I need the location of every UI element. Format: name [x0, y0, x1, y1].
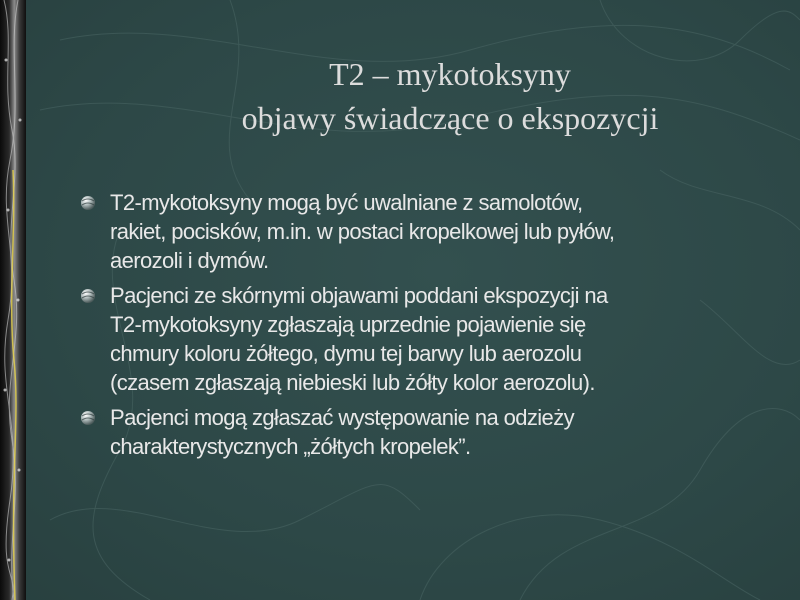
strip-pattern-icon: [0, 0, 26, 600]
bullet-3-line-1: Pacjenci mogą zgłaszać występowanie na odzieży: [110, 405, 574, 430]
title-line-1: T2 – mykotoksyny: [329, 56, 571, 92]
bullet-sphere-icon: [80, 410, 96, 426]
bullet-2-line-1: Pacjenci ze skórnymi objawami poddani ekspozycji na: [110, 283, 608, 308]
bullet-1-line-1: T2-mykotoksyny mogą być uwalniane z samolotów,: [110, 190, 583, 215]
title-line-2: objawy świadczące o ekspozycji: [241, 100, 659, 136]
bullet-list: [78, 188, 778, 467]
left-decorative-strip: [0, 0, 26, 600]
slide-title: [100, 52, 800, 140]
bullet-item-3: [78, 403, 778, 461]
bullet-3-line-2: charakterystycznych „żółtych kropelek”.: [110, 434, 471, 459]
bullet-sphere-icon: [80, 195, 96, 211]
bullet-item-2: [78, 281, 778, 397]
bullet-2-line-3: chmury koloru żółtego, dymu tej barwy lub aerozolu: [110, 341, 582, 366]
bullet-sphere-icon: [80, 288, 96, 304]
bullet-1-line-3: aerozoli i dymów.: [110, 248, 269, 273]
bullet-2-line-4: (czasem zgłaszają niebieski lub żółty kolor aerozolu).: [110, 370, 595, 395]
bullet-2-line-2: T2-mykotoksyny zgłaszają uprzednie pojawienie się: [110, 312, 586, 337]
bullet-item-1: [78, 188, 778, 275]
bullet-1-line-2: rakiet, pocisków, m.in. w postaci kropelkowej lub pyłów,: [110, 219, 615, 244]
